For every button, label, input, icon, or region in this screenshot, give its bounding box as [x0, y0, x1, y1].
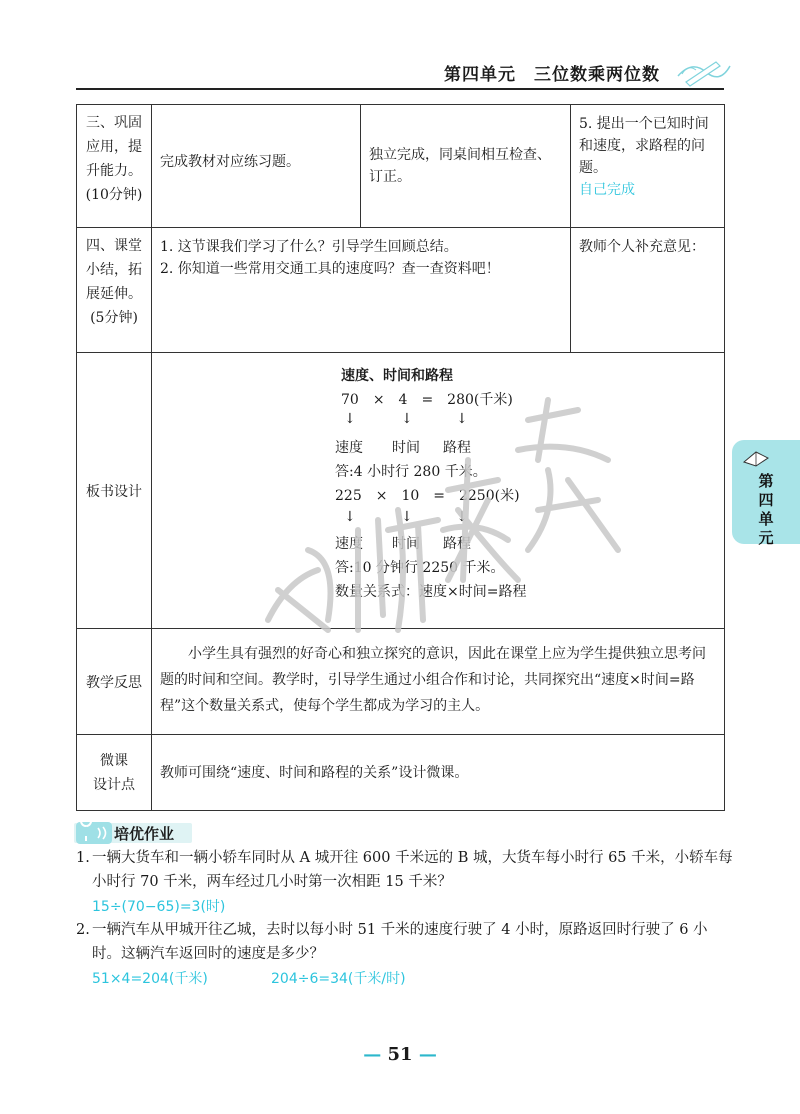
design-intent-cell	[571, 105, 725, 228]
stage-cell-summary	[77, 228, 152, 353]
chapter-title: 三位数乘两位数	[534, 65, 660, 85]
board-word-distance: 路程	[443, 536, 471, 552]
stage-line: 三、巩固	[86, 115, 142, 131]
teacher-note-cell	[571, 228, 725, 353]
question-2-answer-step-2: 204÷6=34(千米/时)	[271, 971, 406, 987]
lesson-plan-table	[76, 104, 725, 811]
stage-line: (10分钟)	[85, 187, 143, 203]
student-activity-text: 独立完成，同桌间相互检查、订正。	[369, 147, 551, 185]
summary-line: 2. 你知道一些常用交通工具的速度吗？查一查资料吧！	[160, 261, 500, 277]
stage-line: 四、课堂	[86, 238, 142, 254]
board-word-speed: 速度	[335, 440, 363, 456]
table-row-reflection	[77, 629, 725, 735]
stage-line: 小结，拓	[86, 262, 142, 278]
board-relation: 数量关系式：速度×时间=路程	[335, 584, 527, 600]
board-label-cell	[77, 353, 152, 629]
side-tab-char: 单	[758, 510, 774, 528]
question-1	[76, 846, 736, 894]
arrow-down-icon: ↓	[456, 411, 468, 427]
microcourse-text-cell	[152, 735, 725, 811]
table-row-summary	[77, 228, 725, 353]
reflection-text: 小学生具有强烈的好奇心和独立探究的意识，因此在课堂上应为学生提供独立思考问题的时间和空间。教学时，引导学生通过小组合作和讨论，共同探究出“速度×时间=路程”这个数量关系式，使每个学生都成为学习的主人。	[160, 646, 706, 714]
stage-cell-apply	[77, 105, 152, 228]
board-word-time: 时间	[392, 536, 420, 552]
reflection-label-cell	[77, 629, 152, 735]
side-tab-char: 第	[758, 472, 774, 490]
board-word-time: 时间	[392, 440, 420, 456]
arrow-down-icon: ↓	[344, 411, 356, 427]
question-text: 一辆汽车从甲城开往乙城，去时以每小时 51 千米的速度行驶了 4 小时，原路返回时行驶了 6 小时。这辆汽车返回时的速度是多少？	[92, 922, 708, 962]
board-word-distance: 路程	[443, 440, 471, 456]
board-answer-2: 答:10 分钟行 2250 千米。	[335, 560, 505, 576]
page-header	[76, 58, 724, 90]
side-tab-char: 四	[758, 491, 774, 509]
design-question-text: 5. 提出一个已知时间和速度，求路程的问题。	[579, 116, 709, 176]
question-2-answer-step-1: 51×4=204(千米)	[92, 971, 208, 987]
pin-icon-graphic	[76, 822, 112, 844]
board-design	[152, 353, 724, 615]
microcourse-text: 教师可围绕“速度、时间和路程的关系”设计微课。	[160, 764, 469, 781]
board-title: 速度、时间和路程	[341, 368, 453, 384]
microcourse-label-cell	[77, 735, 152, 811]
reflection-label: 教学反思	[86, 674, 142, 691]
student-activity-cell	[361, 105, 571, 228]
header-title	[444, 60, 660, 85]
footer-dash-right: —	[418, 1044, 437, 1065]
board-word-speed: 速度	[335, 536, 363, 552]
pen-decoration-icon	[672, 54, 732, 88]
side-tab-char: 元	[758, 529, 774, 547]
reflection-text-cell	[152, 629, 725, 735]
summary-line: 1. 这节课我们学习了什么？引导学生回顾总结。	[160, 239, 458, 255]
teacher-note-label: 教师个人补充意见：	[579, 239, 705, 255]
question-number: 2.	[76, 922, 90, 938]
board-answer-1: 答:4 小时行 280 千米。	[335, 464, 487, 480]
page-footer	[0, 1044, 800, 1065]
question-1-answer: 15÷(70−65)=3(时)	[92, 899, 226, 915]
question-number: 1.	[76, 850, 90, 866]
stage-line: 应用，提	[86, 139, 142, 155]
book-pen-icon	[742, 448, 772, 468]
teacher-activity-text: 完成教材对应练习题。	[160, 154, 300, 170]
board-equation-2: 225 × 10 = 2250(米)	[335, 488, 520, 504]
side-tab-label	[756, 472, 776, 548]
design-answer-text: 自己完成	[579, 182, 635, 198]
question-text: 一辆大货车和一辆小轿车同时从 A 城开往 600 千米远的 B 城，大货车每小时行 65 千米，小轿车每小时行 70 千米，两车经过几小时第一次相距 15 千米？	[92, 850, 733, 890]
page-number: 51	[387, 1044, 413, 1065]
pin-icon	[76, 822, 112, 844]
stage-line: 展延伸。	[86, 286, 142, 302]
table-row-board	[77, 353, 725, 629]
stage-line: 升能力。	[86, 163, 142, 179]
homework-badge	[74, 822, 194, 844]
microcourse-label: 微课	[100, 752, 128, 769]
arrow-down-icon: ↓	[344, 509, 356, 525]
unit-side-tab	[732, 440, 800, 547]
microcourse-label: 设计点	[93, 776, 135, 793]
stage-line: (5分钟)	[90, 310, 138, 326]
board-equation-1: 70 × 4 = 280(千米)	[341, 392, 513, 408]
arrow-down-icon: ↓	[401, 411, 413, 427]
unit-label: 第四单元	[444, 65, 516, 85]
board-design-cell	[152, 353, 725, 629]
summary-content-cell	[152, 228, 571, 353]
homework-title: 培优作业	[114, 825, 175, 843]
teacher-activity-cell	[152, 105, 361, 228]
table-row-apply	[77, 105, 725, 228]
table-row-microcourse	[77, 735, 725, 811]
board-label: 板书设计	[86, 483, 142, 500]
footer-dash-left: —	[363, 1044, 382, 1065]
arrow-down-icon: ↓	[456, 509, 468, 525]
arrow-down-icon: ↓	[401, 509, 413, 525]
question-2	[76, 918, 736, 966]
